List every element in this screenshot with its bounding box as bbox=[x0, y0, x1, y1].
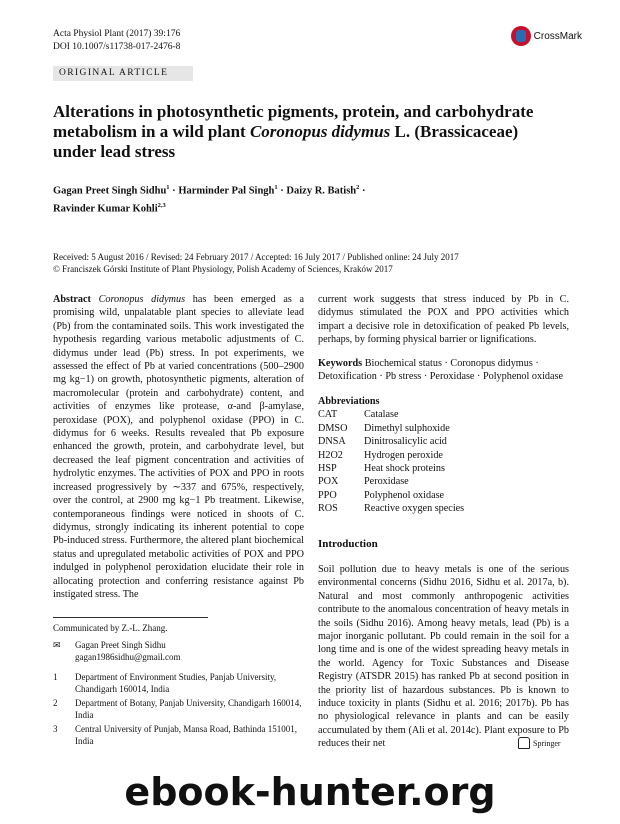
abbreviation-row: POX Peroxidase bbox=[318, 476, 409, 488]
abstract-species: Coronopus didymus bbox=[98, 294, 186, 305]
abbreviations-table bbox=[318, 408, 464, 515]
abstract-text: has been emerged as a promising wild, unpalatable plant species to alleviate lead (Pb) from the contaminated soils. This work investigated the hypothesis regarding various metabolic adjustments of C. didymus under lead (Pb) stress. In pot experiments, we assessed the effect of Pb at varied concentrations (500–2900 mg kg−1) on growth, photosynthetic pigments, alteration of macromolecular (protein and carbohydrate) content, and activities of enzymes like protease, α-and β-amylase, peroxidase (POX), and polyphenol oxidase (PPO) in C. didymus for 6 weeks. Results revealed that Pb exposure enhanced the growth, protein, and carbohydrate level, but decreased the leaf pigment concentration and activities of hydrolytic enzymes. The activities of POX and PPO in roots increased progressively by ∼337 and 675%, respectively, over the control, at 2900 mg kg−1 Pb treatment. Likewise, contemporaneous findings were noticed in shoots of C. didymus, strongly indicating its inherent potential to cope Pb-induced stress. Furthermore, the altered plant biochemical status and upregulated metabolic activities of POX and PPO indulged in polyphenol peroxidation elucidate their role in allocating protection and conferring resistance against Pb instigated stress. The bbox=[53, 294, 304, 600]
abstract-continued: current work suggests that stress induced by Pb in C. didymus stimulated the POX and PPO activities which impart a decisive role in detoxification of peaked Pb levels, perhaps, by forming physical barrier or lignifications. bbox=[318, 294, 569, 346]
keywords-label: Keywords bbox=[318, 358, 363, 369]
journal-doi[interactable]: DOI 10.1007/s11738-017-2476-8 bbox=[53, 42, 181, 52]
introduction-heading: Introduction bbox=[318, 538, 378, 550]
correspondence bbox=[53, 640, 304, 663]
crossmark-label: CrossMark bbox=[533, 30, 582, 42]
abbreviation-row: HSP Heat shock proteins bbox=[318, 463, 445, 475]
journal-citation: Acta Physiol Plant (2017) 39:176 bbox=[53, 29, 181, 39]
communicated-by: Communicated by Z.-L. Zhang. bbox=[53, 623, 168, 633]
correspondence-email[interactable]: gagan1986sidhu@gmail.com bbox=[75, 651, 181, 662]
keywords-text: Biochemical status · Coronopus didymus · Detoxification · Pb stress · Peroxidase · Polyphenol oxidase bbox=[318, 358, 564, 383]
author-name[interactable]: Ravinder Kumar Kohli bbox=[53, 203, 158, 214]
crossmark-badge[interactable] bbox=[511, 26, 582, 46]
article-title: Alterations in photosynthetic pigments, protein, and carbohydrate metabolism in a wild plant Coronopus didymus L. (Brassicaceae) under lead stress bbox=[53, 102, 534, 161]
publisher-name: Springer bbox=[533, 738, 561, 748]
abbreviation-row: H2O2 Hydrogen peroxide bbox=[318, 449, 443, 461]
abbreviation-row: DNSA Dinitrosalicylic acid bbox=[318, 436, 447, 448]
watermark: ebook-hunter.org bbox=[124, 770, 496, 814]
received-dates: Received: 5 August 2016 / Revised: 24 February 2017 / Accepted: 16 July 2017 / Published online: 24 July 2017 bbox=[53, 252, 459, 262]
abbreviations-label: Abbreviations bbox=[318, 396, 380, 407]
keywords bbox=[318, 357, 569, 384]
author-name[interactable]: Gagan Preet Singh Sidhu bbox=[53, 185, 167, 197]
affiliation: 1 Department of Environment Studies, Panjab University, Chandigarh 160014, India bbox=[53, 672, 277, 694]
publisher-logo bbox=[518, 737, 561, 749]
abstract-label: Abstract bbox=[53, 294, 91, 305]
abbreviation-row: CAT Catalase bbox=[318, 409, 399, 421]
publication-history bbox=[53, 251, 573, 275]
abstract bbox=[53, 293, 304, 601]
author-name[interactable]: Harminder Pal Singh bbox=[178, 185, 275, 197]
abbreviation-row: PPO Polyphenol oxidase bbox=[318, 489, 445, 501]
author-list: Gagan Preet Singh Sidhu$^1$ · Harminder Pal Singh$^1$ · Daizy R. Batish$^2$ · Ravinder Kumar Kohli$^{2,3}$ bbox=[53, 184, 366, 214]
envelope-icon: ✉ bbox=[53, 640, 61, 650]
copyright-line: © Franciszek Górski Institute of Plant Physiology, Polish Academy of Sciences, Kraków 2017 bbox=[53, 264, 393, 274]
abbreviation-row: ROS Reactive oxygen species bbox=[318, 503, 465, 515]
footnote-divider bbox=[53, 617, 208, 618]
journal-meta bbox=[53, 28, 180, 54]
crossmark-icon bbox=[511, 26, 531, 46]
affiliation: 3 Central University of Punjab, Mansa Road, Bathinda 151001, India bbox=[53, 724, 297, 746]
correspondence-name: Gagan Preet Singh Sidhu bbox=[75, 640, 166, 650]
introduction-text: Soil pollution due to heavy metals is one of the serious environmental concerns (Sidhu 2016, Sidhu et al. 2017a, b). Natural and most commonly anthropogenic activities contribute to the anomalous concentration of heavy metals in the soils (Sidhu 2016). Among heavy metals, lead (Pb) is a major inorganic pollutant. Pb could remain in the soil for a long time and is one of the widest spreading heavy metals in the world. Agency for Toxic Substances and Disease Registry (ATSDR 2015) has ranked Pb at second position in the priority list of hazardous substances. Pb is known to induce toxicity in plants (Sidhu et al. 2016; 2017b). Pb has no physiological relevance in plants and can be easily accumulated by them (Ali et al. 2014c). Plant exposure to Pb reduces their net bbox=[318, 564, 569, 750]
springer-horse-icon bbox=[518, 737, 530, 749]
affiliation: 2 Department of Botany, Panjab University, Chandigarh 160014, India bbox=[53, 698, 302, 720]
author-name[interactable]: Daizy R. Batish bbox=[286, 185, 357, 197]
article-type-banner: ORIGINAL ARTICLE bbox=[53, 66, 193, 81]
abbreviation-row: DMSO Dimethyl sulphoxide bbox=[318, 422, 450, 434]
abbreviations bbox=[318, 395, 464, 516]
